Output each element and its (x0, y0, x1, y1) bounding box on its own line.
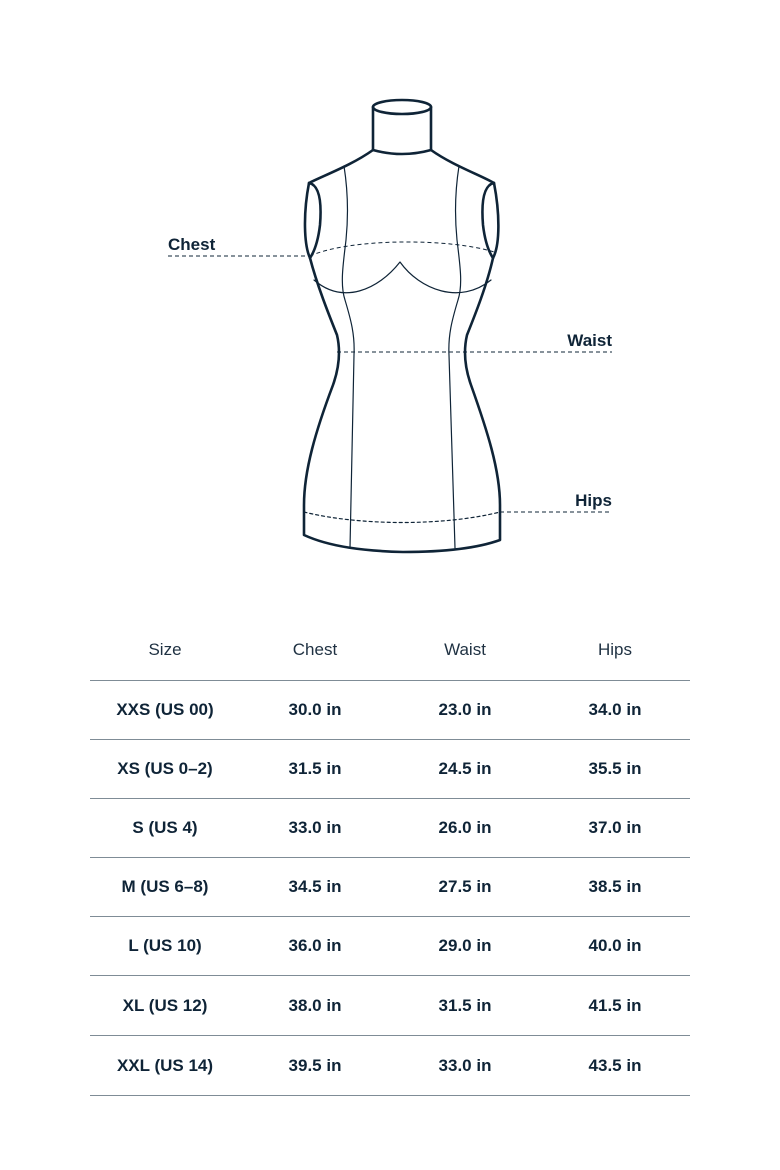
hips-cell: 37.0 in (588, 818, 642, 837)
left-seam (342, 166, 354, 548)
hip-seam (304, 512, 500, 523)
right-seam (449, 166, 461, 548)
neck-top (373, 100, 431, 114)
waist-cell: 29.0 in (438, 936, 492, 955)
waist-cell: 33.0 in (438, 1055, 492, 1075)
waist-cell: 27.5 in (438, 877, 492, 896)
chest-cell: 34.5 in (288, 877, 342, 896)
chest-label: Chest (168, 235, 216, 254)
waist-label: Waist (567, 331, 612, 350)
header-waist: Waist (444, 640, 486, 659)
waist-cell: 23.0 in (438, 700, 492, 719)
size-cell: L (US 10) (128, 936, 202, 955)
size-cell: XXS (US 00) (116, 700, 214, 719)
size-cell: XL (US 12) (122, 995, 208, 1015)
hips-cell: 34.0 in (588, 700, 642, 719)
table-row (90, 1036, 690, 1096)
chest-cell: 38.0 in (288, 995, 342, 1015)
chest-cell: 36.0 in (288, 936, 342, 955)
chest-cell: 30.0 in (288, 700, 342, 719)
neck-base (373, 150, 431, 154)
left-armhole (309, 183, 321, 258)
bust-line (314, 262, 491, 293)
waist-cell: 24.5 in (438, 759, 492, 778)
table-row (90, 917, 690, 976)
header-size: Size (148, 640, 182, 659)
right-armhole (482, 183, 494, 258)
table-row (90, 740, 690, 799)
waist-cell: 26.0 in (438, 818, 492, 837)
waist-cell: 31.5 in (438, 995, 492, 1015)
hips-cell: 38.5 in (588, 877, 642, 896)
table-header-row (90, 620, 690, 681)
chest-curve-front (310, 242, 494, 256)
chest-cell: 33.0 in (288, 818, 342, 837)
chest-cell: 39.5 in (288, 1055, 342, 1075)
chest-cell: 31.5 in (288, 759, 342, 778)
hips-cell: 41.5 in (588, 995, 642, 1015)
hips-cell: 43.5 in (588, 1055, 642, 1075)
table-row (90, 799, 690, 858)
torso-outline (304, 150, 500, 552)
size-cell: XXL (US 14) (116, 1055, 214, 1075)
size-chart-table (90, 620, 690, 1096)
table-row (90, 976, 690, 1036)
header-hips: Hips (597, 640, 632, 659)
size-cell: XS (US 0–2) (117, 759, 213, 778)
hips-cell: 35.5 in (588, 759, 642, 778)
header-chest: Chest (292, 640, 338, 659)
table-row (90, 681, 690, 740)
hips-label: Hips (575, 491, 612, 510)
hips-cell: 40.0 in (588, 936, 642, 955)
size-cell: S (US 4) (132, 818, 198, 837)
table-row (90, 858, 690, 917)
size-cell: M (US 6–8) (121, 877, 209, 896)
